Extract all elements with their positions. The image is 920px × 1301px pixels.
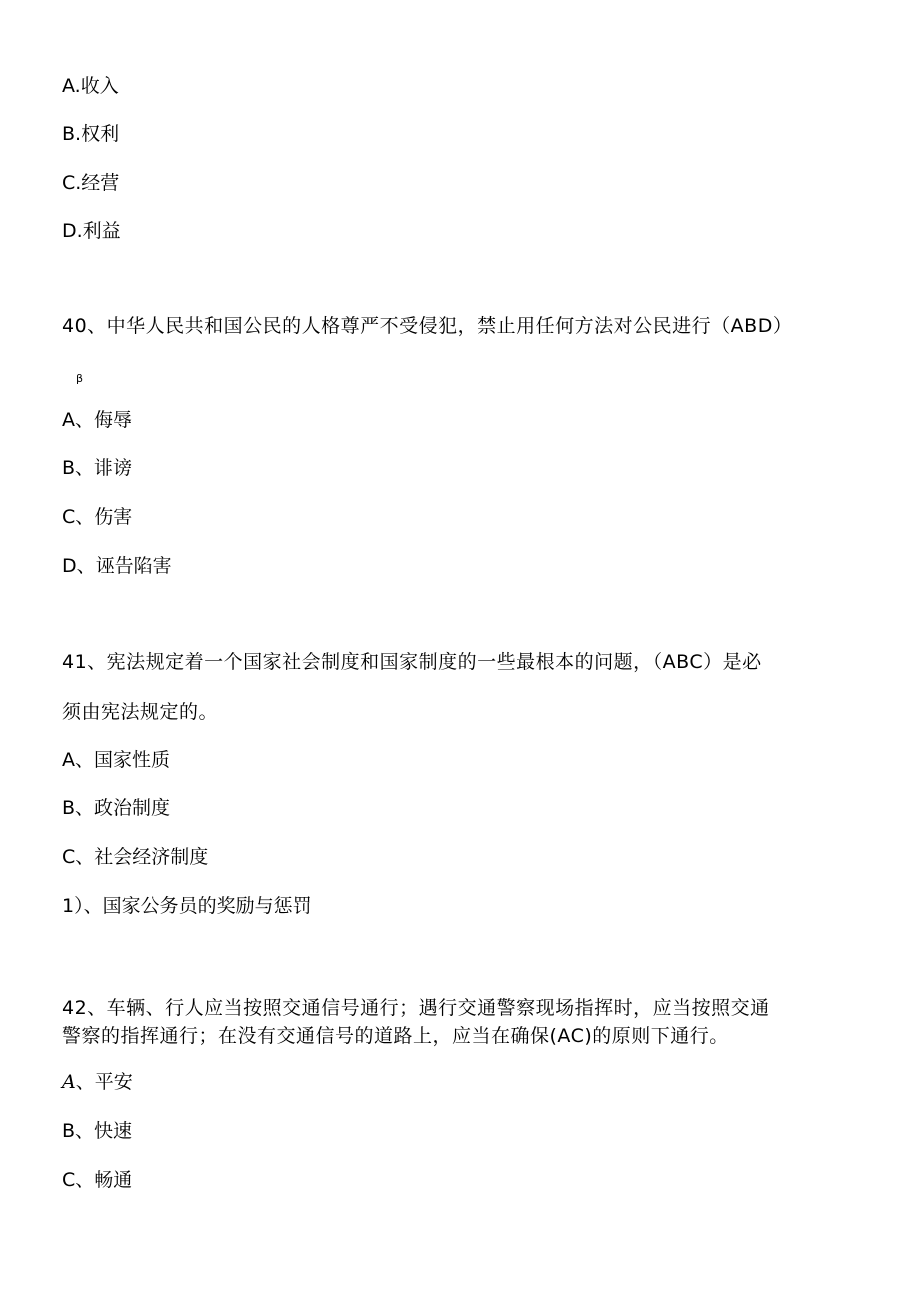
q42-option-a bbox=[62, 1070, 133, 1094]
q39-option-a: A.收入 bbox=[62, 75, 119, 97]
q41-option-d: 1）、国家公务员的奖励与惩罚 bbox=[62, 895, 312, 917]
q40-option-c: C、伤害 bbox=[62, 506, 133, 528]
q41-option-c: C、社会经济制度 bbox=[62, 846, 209, 868]
q40-option-b: B、诽谤 bbox=[62, 457, 133, 479]
q41-option-b: B、政治制度 bbox=[62, 797, 171, 819]
q42-option-c: C、畅通 bbox=[62, 1169, 133, 1191]
q39-option-b: B.权利 bbox=[62, 123, 120, 145]
q40-option-d: D、诬告陷害 bbox=[62, 555, 172, 577]
q42-option-a-letter: A bbox=[62, 1071, 76, 1093]
q39-option-c: C.经营 bbox=[62, 172, 120, 194]
q42-option-a-text: 、平安 bbox=[75, 1071, 133, 1093]
q42-option-b: B、快速 bbox=[62, 1120, 133, 1142]
q41-option-a: A、国家性质 bbox=[62, 749, 170, 771]
q41-stem-line2: 须由宪法规定的。 bbox=[62, 701, 219, 723]
q41-stem-line1: 41、宪法规定着一个国家社会制度和国家制度的一些最根本的问题，（ABC）是必 bbox=[62, 651, 762, 673]
q39-option-d: D.利益 bbox=[62, 220, 121, 242]
q40-option-a: A、侮辱 bbox=[62, 409, 132, 431]
q42-stem-line1: 42、车辆、行人应当按照交通信号通行；遇行交通警察现场指挥时，应当按照交通 bbox=[62, 997, 770, 1019]
q40-stem: 40、中华人民共和国公民的人格尊严不受侵犯，禁止用任何方法对公民进行（ABD） bbox=[62, 315, 793, 337]
q42-stem-line2: 警察的指挥通行；在没有交通信号的道路上，应当在确保(AC)的原则下通行。 bbox=[62, 1025, 729, 1047]
q40-mark: β bbox=[76, 372, 84, 385]
